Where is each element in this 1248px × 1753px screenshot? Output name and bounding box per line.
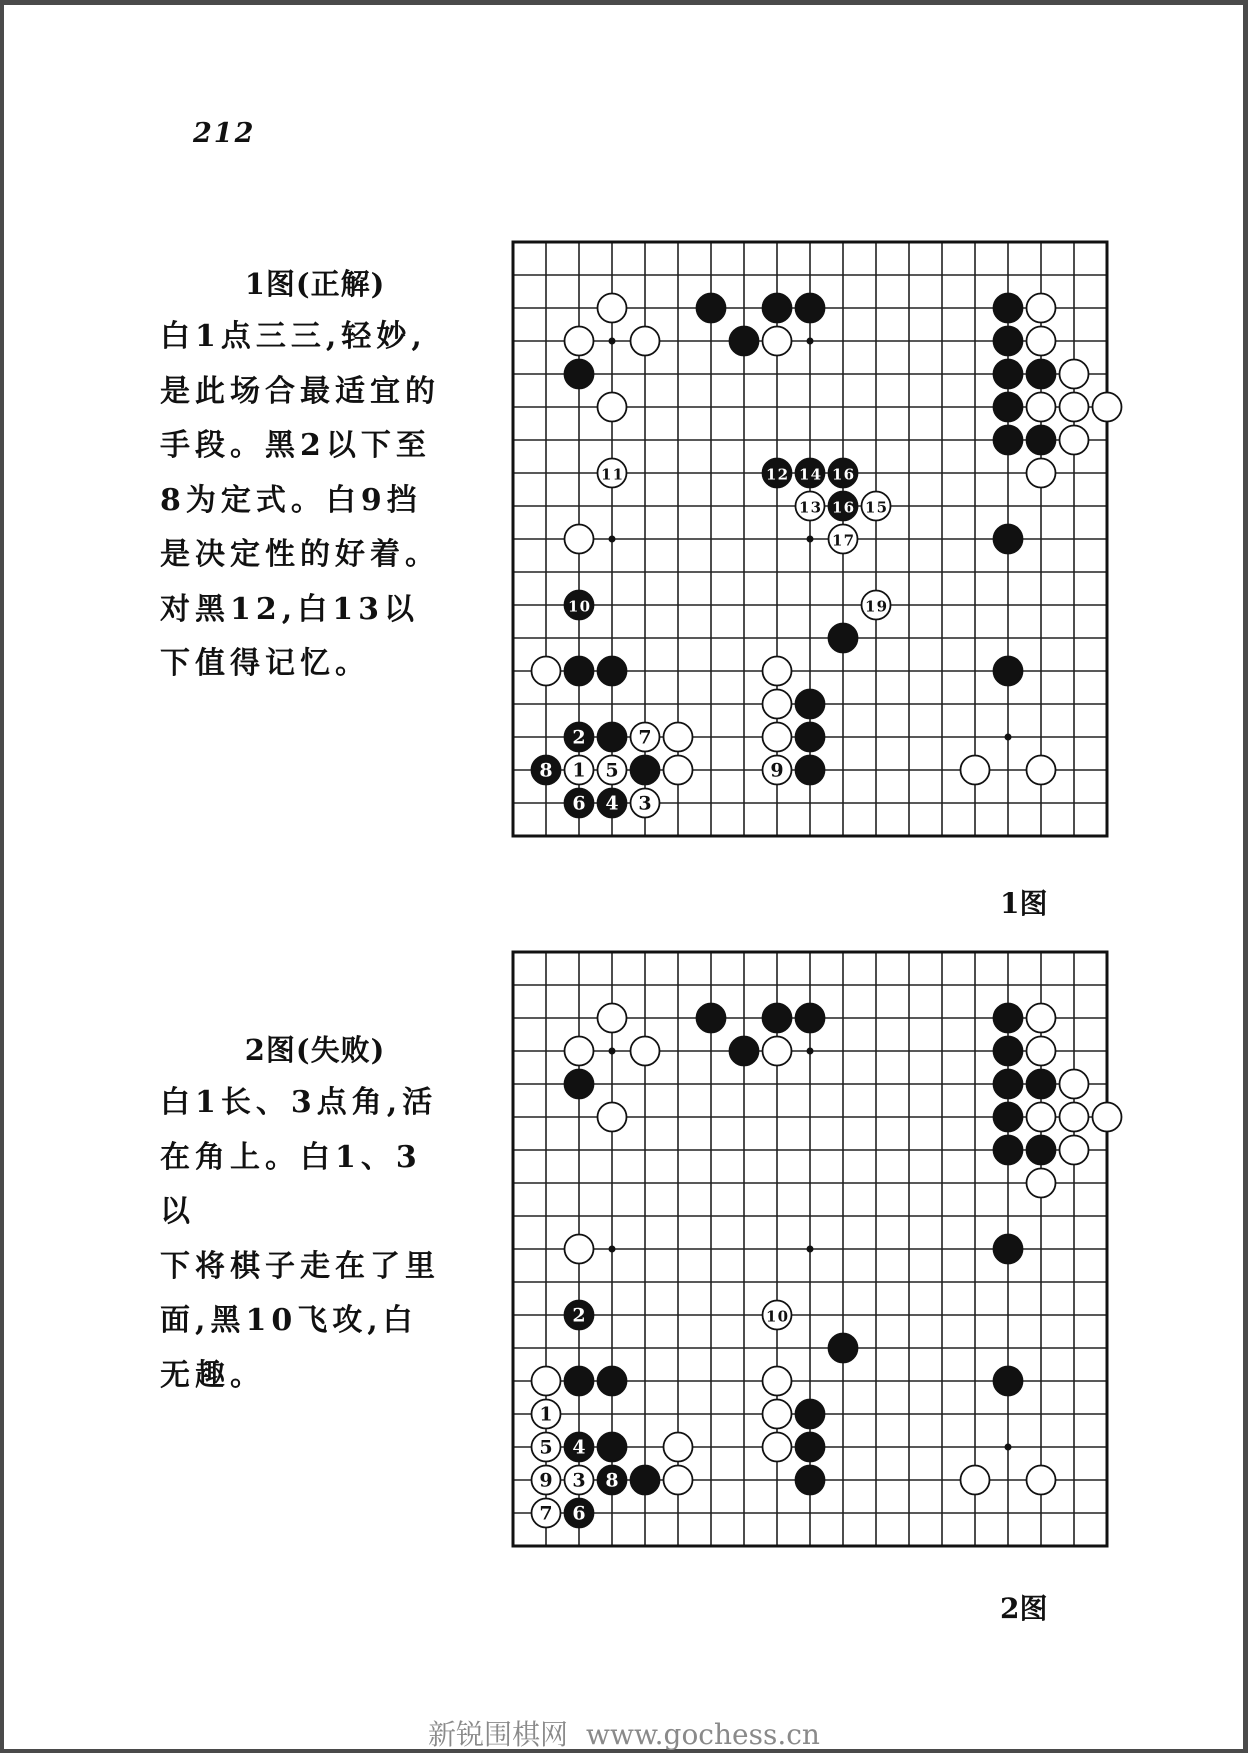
- white-stone: [1027, 327, 1056, 356]
- black-stone: [994, 426, 1023, 455]
- black-stone: [994, 657, 1023, 686]
- white-stone: [1027, 1037, 1056, 1066]
- black-stone: [763, 294, 792, 323]
- black-stone: [796, 1400, 825, 1429]
- star-point: [609, 338, 616, 345]
- black-stone: [697, 1004, 726, 1033]
- white-stone: [829, 525, 858, 554]
- white-stone: [763, 756, 792, 785]
- white-stone: [763, 1301, 792, 1330]
- black-stone: [994, 1136, 1023, 1165]
- white-stone: [1027, 294, 1056, 323]
- black-stone: [598, 789, 627, 818]
- white-stone: [532, 1466, 561, 1495]
- move-number: 2: [572, 1304, 586, 1327]
- black-stone: [994, 294, 1023, 323]
- move-number: 7: [638, 726, 652, 749]
- white-stone: [1027, 1466, 1056, 1495]
- black-stone: [598, 657, 627, 686]
- diagram2-caption-text: [160, 1076, 445, 1403]
- black-stone: [565, 723, 594, 752]
- black-stone: [994, 1367, 1023, 1396]
- black-stone: [631, 1466, 660, 1495]
- white-stone: [664, 1433, 693, 1462]
- black-stone: [565, 1499, 594, 1528]
- move-number: 16: [832, 498, 854, 517]
- move-number: 15: [865, 498, 887, 517]
- go-board-diagram-1: [505, 238, 1125, 848]
- black-stone: [994, 1004, 1023, 1033]
- black-stone: [994, 1235, 1023, 1264]
- white-stone: [961, 756, 990, 785]
- black-stone: [796, 723, 825, 752]
- move-number: 19: [865, 597, 887, 616]
- white-stone: [631, 1037, 660, 1066]
- white-stone: [1093, 1103, 1122, 1132]
- white-stone: [664, 723, 693, 752]
- white-stone: [961, 1466, 990, 1495]
- white-stone: [763, 657, 792, 686]
- white-stone: [532, 1499, 561, 1528]
- white-stone: [1027, 1004, 1056, 1033]
- white-stone: [763, 1400, 792, 1429]
- caption-line: 在角上。白1、3以: [160, 1139, 422, 1229]
- black-stone: [796, 690, 825, 719]
- black-stone: [532, 756, 561, 785]
- diagram1-caption-title: 1图(正解): [244, 267, 386, 301]
- black-stone: [994, 1103, 1023, 1132]
- white-stone: [1060, 426, 1089, 455]
- white-stone: [664, 1466, 693, 1495]
- move-number: 6: [572, 792, 586, 815]
- black-stone: [994, 327, 1023, 356]
- white-stone: [565, 525, 594, 554]
- star-point: [807, 536, 814, 543]
- white-stone: [532, 657, 561, 686]
- black-stone: [730, 1037, 759, 1066]
- black-stone: [796, 756, 825, 785]
- black-stone: [1027, 1136, 1056, 1165]
- white-stone: [565, 1037, 594, 1066]
- caption-line: 是此场合最适宜的: [160, 373, 440, 409]
- star-point: [1005, 734, 1012, 741]
- black-stone: [994, 393, 1023, 422]
- star-point: [609, 536, 616, 543]
- black-stone: [565, 1367, 594, 1396]
- move-number: 9: [539, 1469, 553, 1492]
- star-point: [609, 1246, 616, 1253]
- white-stone: [763, 1433, 792, 1462]
- white-stone: [532, 1433, 561, 1462]
- move-number: 6: [572, 1502, 586, 1525]
- move-number: 10: [766, 1307, 788, 1326]
- footer-site-name: 新锐围棋网: [428, 1718, 569, 1751]
- white-stone: [1060, 1103, 1089, 1132]
- white-stone: [862, 591, 891, 620]
- black-stone: [829, 492, 858, 521]
- black-stone: [994, 360, 1023, 389]
- white-stone: [532, 1400, 561, 1429]
- white-stone: [565, 327, 594, 356]
- white-stone: [1060, 1070, 1089, 1099]
- white-stone: [598, 459, 627, 488]
- caption-line: 手段。黑2以下至: [160, 428, 431, 463]
- white-stone: [598, 1004, 627, 1033]
- move-number: 3: [572, 1469, 586, 1492]
- white-stone: [631, 327, 660, 356]
- caption-line: 白1长、3点角,活: [160, 1085, 438, 1120]
- white-stone: [1093, 393, 1122, 422]
- move-number: 16: [832, 465, 854, 484]
- star-point: [807, 1246, 814, 1253]
- footer-url: www.gochess.cn: [586, 1718, 820, 1751]
- black-stone: [1027, 426, 1056, 455]
- white-stone: [1060, 1136, 1089, 1165]
- black-stone: [796, 1004, 825, 1033]
- white-stone: [862, 492, 891, 521]
- black-stone: [763, 459, 792, 488]
- black-stone: [565, 657, 594, 686]
- white-stone: [1027, 459, 1056, 488]
- black-stone: [697, 294, 726, 323]
- diagram2-label: 2图: [1000, 1592, 1048, 1625]
- white-stone: [598, 1103, 627, 1132]
- diagram1-caption-text: [160, 310, 445, 692]
- caption-line: 8为定式。白9挡: [160, 482, 422, 518]
- move-number: 7: [539, 1502, 553, 1525]
- white-stone: [598, 756, 627, 785]
- move-number: 10: [568, 597, 590, 616]
- white-stone: [1060, 393, 1089, 422]
- white-stone: [1060, 360, 1089, 389]
- black-stone: [796, 1433, 825, 1462]
- move-number: 1: [572, 759, 586, 782]
- move-number: 3: [638, 792, 652, 815]
- caption-line: 对黑12,白13以: [160, 591, 419, 627]
- white-stone: [664, 756, 693, 785]
- white-stone: [565, 1466, 594, 1495]
- move-number: 1: [539, 1403, 553, 1426]
- white-stone: [1027, 1169, 1056, 1198]
- caption-line: 下值得记忆。: [160, 646, 370, 681]
- move-number: 4: [605, 792, 619, 815]
- move-number: 14: [799, 465, 821, 484]
- caption-line: 下将棋子走在了里: [160, 1248, 440, 1284]
- black-stone: [730, 327, 759, 356]
- black-stone: [598, 1367, 627, 1396]
- diagram1-label: 1图: [1000, 887, 1048, 920]
- white-stone: [565, 1235, 594, 1264]
- page-number: 212: [193, 118, 256, 149]
- white-stone: [763, 1037, 792, 1066]
- black-stone: [598, 723, 627, 752]
- white-stone: [631, 789, 660, 818]
- caption-line: 白1点三三,轻妙,: [160, 319, 427, 354]
- footer-watermark: [0, 1713, 1248, 1753]
- white-stone: [763, 723, 792, 752]
- black-stone: [1027, 360, 1056, 389]
- star-point: [609, 1048, 616, 1055]
- white-stone: [1027, 1103, 1056, 1132]
- caption-line: 是决定性的好着。: [160, 537, 440, 572]
- black-stone: [796, 294, 825, 323]
- move-number: 13: [799, 498, 821, 517]
- white-stone: [631, 723, 660, 752]
- star-point: [807, 338, 814, 345]
- black-stone: [565, 789, 594, 818]
- move-number: 4: [572, 1436, 586, 1459]
- move-number: 12: [766, 465, 788, 484]
- white-stone: [565, 756, 594, 785]
- black-stone: [829, 1334, 858, 1363]
- caption-line: 无趣。: [160, 1357, 265, 1393]
- black-stone: [994, 525, 1023, 554]
- black-stone: [796, 1466, 825, 1495]
- black-stone: [598, 1466, 627, 1495]
- white-stone: [598, 393, 627, 422]
- move-number: 2: [572, 726, 586, 749]
- black-stone: [598, 1433, 627, 1462]
- black-stone: [829, 624, 858, 653]
- go-board-diagram-2: [505, 948, 1125, 1558]
- star-point: [1005, 1444, 1012, 1451]
- caption-line: 面,黑10飞攻,白: [160, 1303, 418, 1338]
- diagram2-caption-title: 2图(失败): [244, 1033, 386, 1067]
- move-number: 9: [770, 759, 784, 782]
- black-stone: [565, 1070, 594, 1099]
- white-stone: [763, 1367, 792, 1396]
- black-stone: [565, 591, 594, 620]
- black-stone: [565, 1301, 594, 1330]
- black-stone: [1027, 1070, 1056, 1099]
- move-number: 11: [601, 465, 623, 484]
- white-stone: [1027, 393, 1056, 422]
- white-stone: [763, 327, 792, 356]
- move-number: 8: [605, 1469, 619, 1492]
- move-number: 8: [539, 759, 553, 782]
- black-stone: [565, 360, 594, 389]
- black-stone: [631, 756, 660, 785]
- black-stone: [994, 1037, 1023, 1066]
- white-stone: [763, 690, 792, 719]
- star-point: [807, 1048, 814, 1055]
- black-stone: [565, 1433, 594, 1462]
- black-stone: [796, 459, 825, 488]
- move-number: 17: [832, 531, 854, 550]
- white-stone: [598, 294, 627, 323]
- black-stone: [994, 1070, 1023, 1099]
- move-number: 5: [605, 759, 619, 782]
- white-stone: [532, 1367, 561, 1396]
- black-stone: [763, 1004, 792, 1033]
- white-stone: [796, 492, 825, 521]
- move-number: 5: [539, 1436, 553, 1459]
- black-stone: [829, 459, 858, 488]
- white-stone: [1027, 756, 1056, 785]
